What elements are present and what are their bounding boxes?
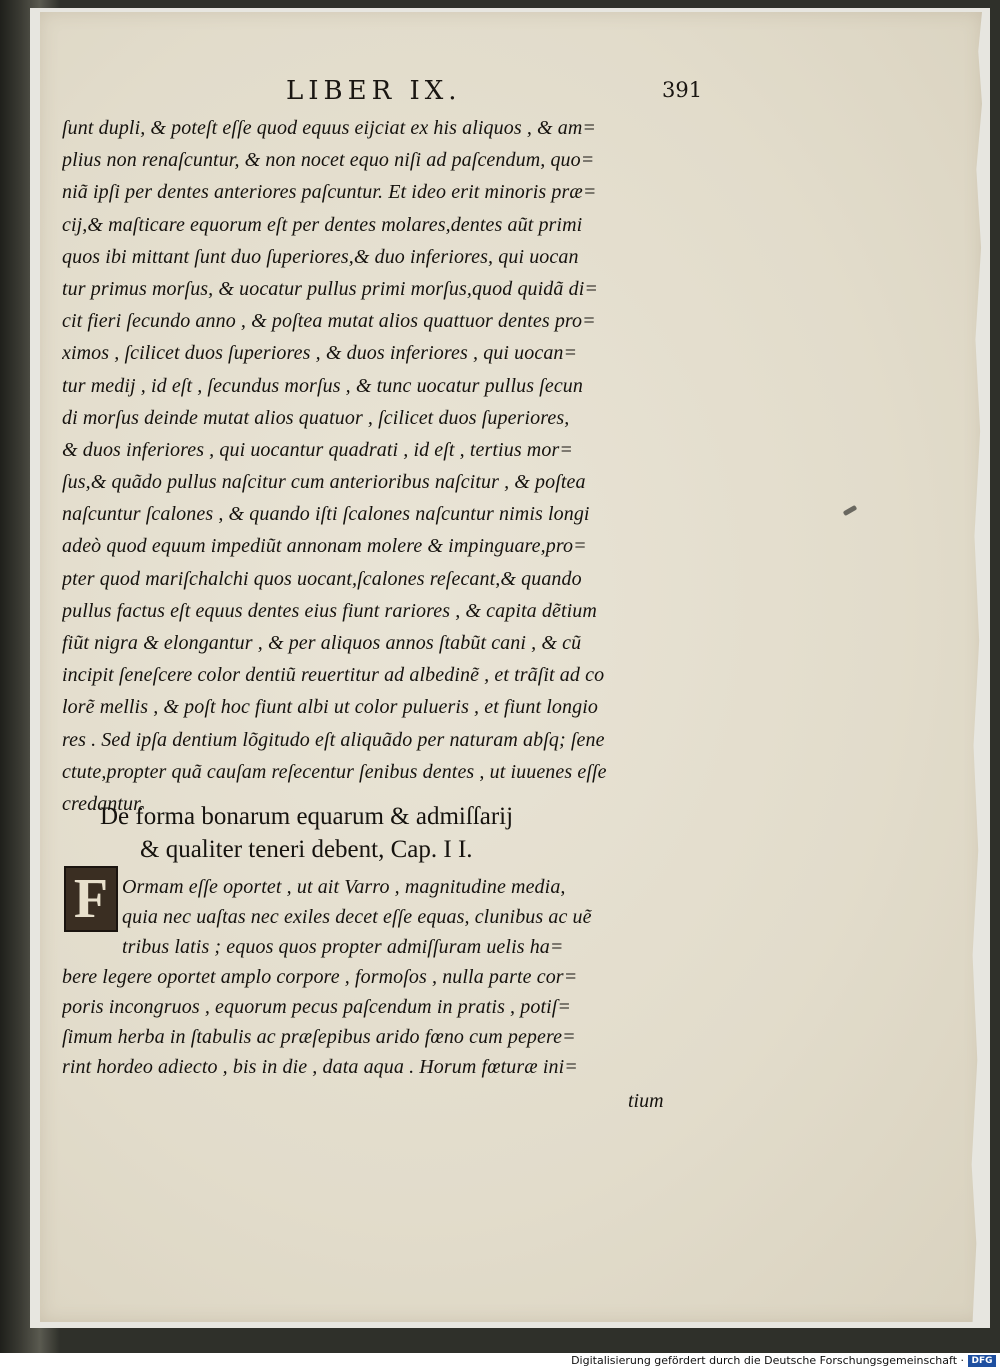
text-line: ctute,propter quã cauſam reſecentur ſenibus dentes , ut iuuenes eſſe (62, 760, 607, 783)
initial-letter: F (73, 868, 109, 930)
text-line: tur primus morſus, & uocatur pullus primi morſus,quod quidã di= (62, 277, 598, 300)
text-line: cit fieri ſecundo anno , & poſtea mutat alios quattuor dentes pro= (62, 310, 596, 333)
text-line: niã ipſi per dentes anteriores paſcuntur. Et ideo erit minoris præ= (62, 181, 597, 204)
text-line: credantur. (62, 792, 144, 815)
text-line: plius non renaſcuntur, & non nocet equo niſi ad paſcendum, quo= (62, 149, 595, 172)
chapter-text (62, 868, 682, 1082)
text-line: ſus,& quãdo pullus naſcitur cum anterioribus naſcitur , & poſtea (62, 471, 586, 494)
text-line: pullus factus eſt equus dentes eius fiunt rariores , & capita dẽtium (62, 599, 597, 622)
running-head: LIBER IX. (286, 76, 462, 106)
body-text (62, 112, 682, 820)
dfg-logo-icon: DFG (968, 1355, 996, 1367)
text-line: ximos , ſcilicet duos ſuperiores , & duos inferiores , qui uocan= (62, 342, 578, 365)
text-line: rint hordeo adiecto , bis in die , data aqua . Horum fœturæ ini= (62, 1056, 578, 1078)
text-line: cij,& maſticare equorum eſt per dentes molares,dentes aũt primi (62, 213, 583, 236)
text-line: adeò quod equum impediũt annonam molere & impinguare,pro= (62, 535, 587, 558)
text-line: ſunt dupli, & poteſt eſſe quod equus eijciat ex his aliquos , & am= (62, 117, 597, 139)
text-line: lorẽ mellis , & poſt hoc fiunt albi ut color pulueris , et fiunt longio (62, 696, 598, 719)
text-line: pter quod mariſchalchi quos uocant,ſcalones reſecant,& quando (62, 567, 582, 590)
text-line: poris incongruos , equorum pecus paſcendum in pratis , potiſ= (62, 996, 572, 1018)
chapter-heading-line: De forma bonarum equarum & admiſſarij (100, 803, 514, 830)
text-line: quos ibi mittant ſunt duo ſuperiores,& duo inferiores, qui uocan (62, 245, 579, 268)
funding-credit: Digitalisierung gefördert durch die Deutsche Forschungsgemeinschaft · (571, 1354, 964, 1367)
text-line: quia nec uaſtas nec exiles decet eſſe equas, clunibus ac uẽ (122, 906, 592, 928)
text-line: ſimum herba in ſtabulis ac præſepibus arido fœno cum pepere= (62, 1026, 576, 1048)
text-line: & duos inferiores , qui uocantur quadrati , id eſt , tertius mor= (62, 438, 573, 461)
catchword: tium (628, 1090, 664, 1112)
text-line: incipit ſeneſcere color dentiũ reuertitur ad albedinẽ , et trãſit ad co (62, 664, 605, 687)
footer-bar (0, 1353, 1000, 1369)
text-line: naſcuntur ſcalones , & quando iſti ſcalones naſcuntur nimis longi (62, 503, 590, 526)
page-number: 391 (662, 78, 703, 102)
text-line: bere legere oportet amplo corpore , formoſos , nulla parte cor= (62, 966, 578, 988)
text-line: tur medij , id eſt , ſecundus morſus , & tunc uocatur pullus ſecun (62, 374, 583, 397)
text-line: tribus latis ; equos quos propter admiſſuram uelis ha= (122, 936, 564, 958)
text-line: res . Sed ipſa dentium lõgitudo eſt aliquãdo per naturam abſq; ſene (62, 728, 605, 751)
text-line: fiũt nigra & elongantur , & per aliquos annos ſtabũt cani , & cũ (62, 632, 582, 654)
chapter-heading-line: & qualiter teneri debent, Cap. I I. (140, 836, 473, 863)
text-line: di morſus deinde mutat alios quatuor , ſcilicet duos ſuperiores, (62, 406, 570, 429)
page-header (0, 76, 1000, 106)
chapter-heading (100, 800, 660, 866)
text-line: Ormam eſſe oportet , ut ait Varro , magnitudine media, (122, 876, 566, 898)
